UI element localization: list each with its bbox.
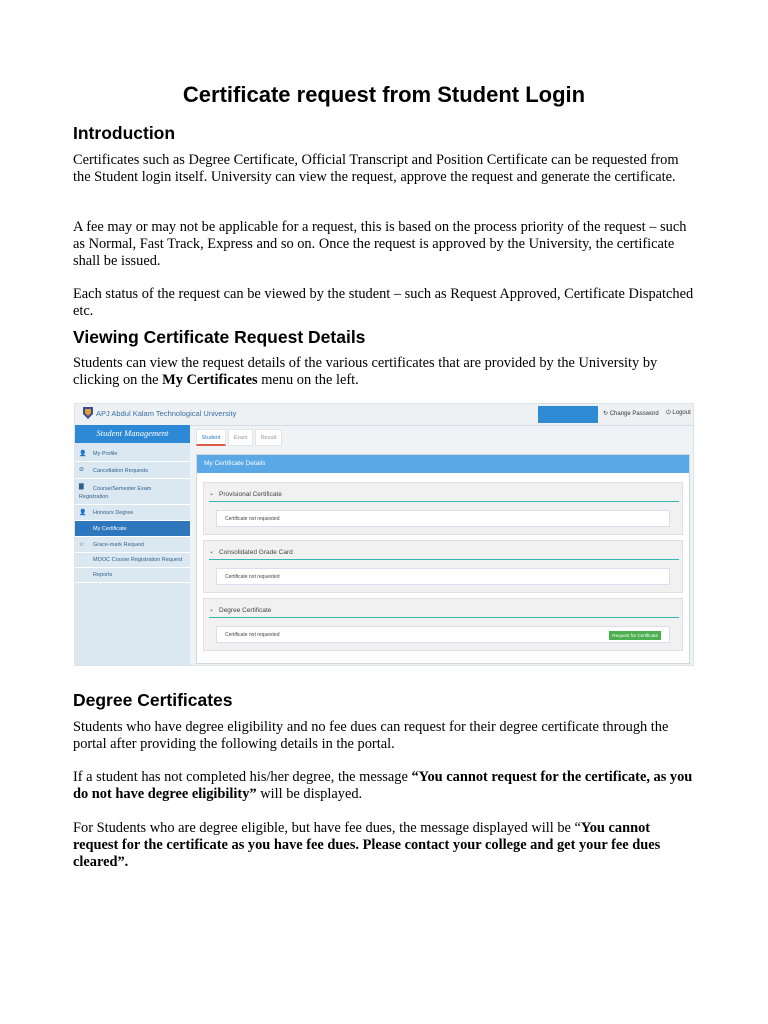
cancel-icon: ⊘ [79,467,85,473]
status-box [216,510,670,527]
power-icon: ⏻ [666,410,673,416]
top-bar [75,404,694,426]
sidebar-item-honours-degree[interactable]: 👤 Honours Degree [75,505,190,521]
section-title[interactable]: Consolidated Grade Card [219,549,293,556]
star-icon: ☆ [79,542,85,548]
chevron-down-icon[interactable]: ⌄ [209,549,215,555]
intro-paragraph-3: Each status of the request can be viewed by the student – such as Request Approved, Certificate Dispatched etc. [73,286,694,319]
sidebar-title: Student Management [75,425,190,443]
sidebar-item-grace-mark[interactable]: ☆ Grace-mark Request [75,537,190,553]
certificate-panel [196,454,690,664]
tab-exam[interactable]: Exam [228,429,253,446]
degree-certificate-section [203,598,683,651]
status-box [216,626,670,643]
divider [209,501,679,502]
sidebar-item-cancellation-requests[interactable]: ⊘ Cancellation Requests [75,462,190,479]
tab-student[interactable]: Student [196,429,226,446]
sidebar-item-my-certificate[interactable]: 👤 My Certificate [75,521,190,537]
status-text: Certificate not requested [225,574,280,580]
section-title[interactable]: Degree Certificate [219,607,272,614]
request-certificate-button[interactable]: Request for Certificate [609,631,661,640]
sidebar [75,425,190,666]
refresh-icon: ↻ [603,411,610,417]
intro-paragraph-2: A fee may or may not be applicable for a request, this is based on the process priority of the request – such as Normal, Fast Track, Express and so on. Once the request is approved by the University, the certificate shall be issued. [73,219,687,269]
sidebar-item-my-profile[interactable]: 👤 My Profile [75,446,190,462]
degree-paragraph-3: For Students who are degree eligible, but have fee dues, the message displayed will be “You cannot request for the certificate as you have fee dues. Please contact your college and get your fee dues cleared”. [73,820,661,870]
change-password-link[interactable]: ↻ Change Password [603,411,659,417]
status-text: Certificate not requested [225,516,280,522]
university-logo-icon [83,407,93,419]
portal-screenshot [74,403,694,666]
consolidated-grade-card-section [203,540,683,593]
introduction-heading: Introduction [73,123,176,143]
degree-paragraph-1: Students who have degree eligibility and no fee dues can request for their degree certificate through the portal after providing the following details in the portal. [73,719,669,752]
divider [209,617,679,618]
status-text: Certificate not requested [225,632,280,638]
page-title: Certificate request from Student Login [182,82,586,107]
logout-link[interactable]: ⏻ Logout [666,410,691,416]
chevron-down-icon[interactable]: ⌄ [209,491,215,497]
university-name[interactable]: APJ Abdul Kalam Technological University [96,409,237,418]
section-title[interactable]: Provisional Certificate [219,491,282,498]
tab-result[interactable]: Result [255,429,282,446]
chevron-down-icon[interactable]: ⌄ [209,607,215,613]
user-box [538,406,598,423]
provisional-certificate-section [203,482,683,535]
divider [209,559,679,560]
viewing-paragraph: Students can view the request details of the various certificates that are provided by the University by clicking on the My Certificates menu on the left. [73,355,658,388]
degree-heading: Degree Certificates [73,690,233,710]
sidebar-item-mooc[interactable]: MOOC Course Registration Request [75,553,190,568]
sidebar-item-reports[interactable]: Reports [75,568,190,583]
book-icon: ▇ [79,484,84,490]
status-box [216,568,670,585]
user-icon: 👤 [79,526,87,532]
sidebar-item-exam-registration[interactable]: ▇ Course/Semester Exam Registration [75,479,190,505]
degree-paragraph-2: If a student has not completed his/her degree, the message “You cannot request for the certificate, as you do not have degree eligibility” will be displayed. [73,769,693,802]
intro-paragraph-1: Certificates such as Degree Certificate, Official Transcript and Position Certificate can be requested from the Student login itself. University can view the request, approve the request and generate the certificate. [73,152,679,185]
viewing-heading: Viewing Certificate Request Details [73,327,366,347]
panel-title: My Certificate Details [197,455,689,473]
user-icon: 👤 [79,510,87,516]
user-icon: 👤 [79,451,87,457]
